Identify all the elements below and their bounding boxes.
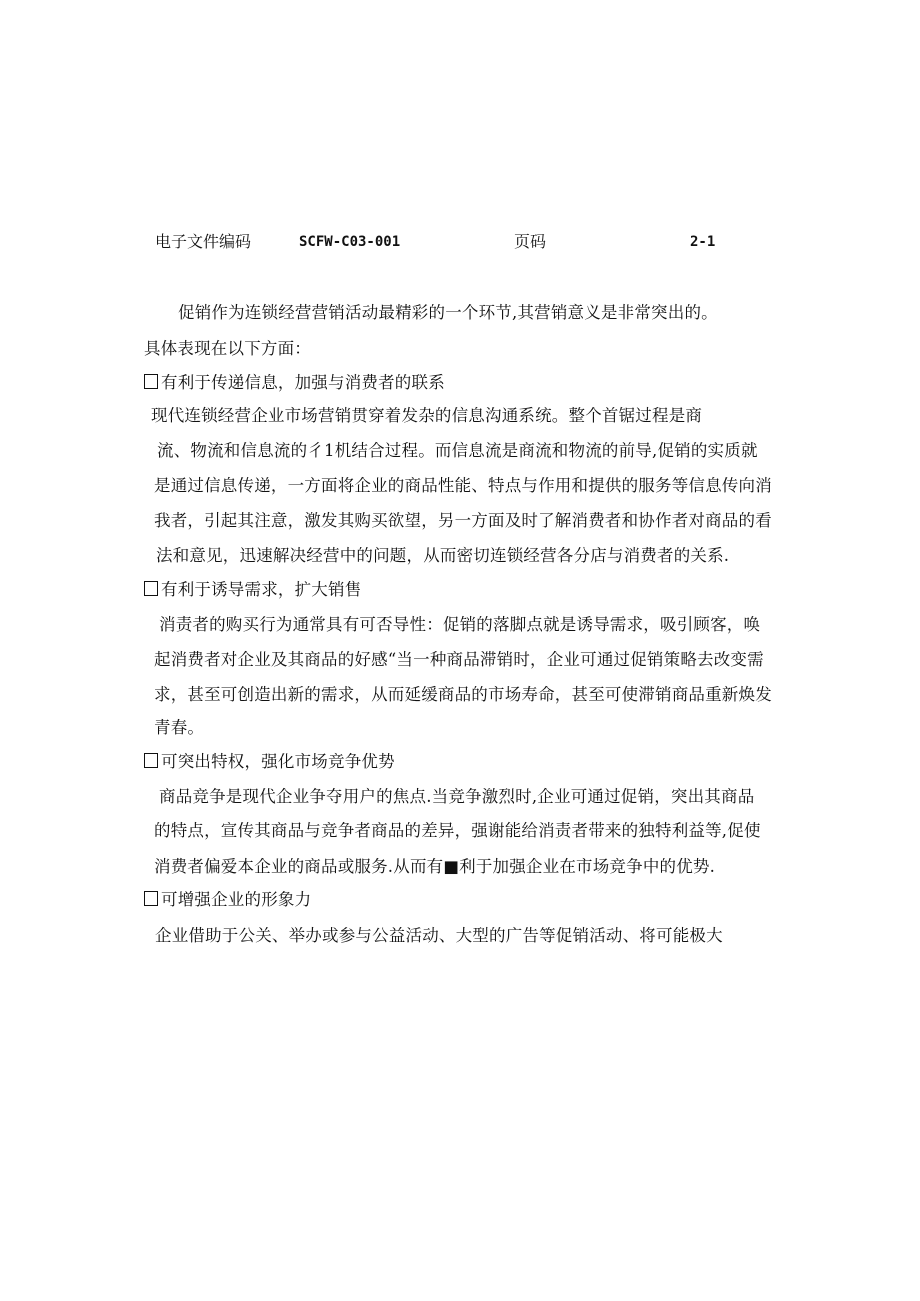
checkbox-square-icon (144, 374, 158, 389)
section-heading-text: 可突出特权，强化市场竞争优势 (161, 752, 395, 771)
checkbox-square-icon (144, 581, 158, 596)
paragraph-line: 商品竞争是现代企业争夺用户的焦点.当竞争激烈时,企业可通过促销，突出其商品 (159, 787, 755, 806)
page-number-value: 2-1 (690, 234, 716, 250)
paragraph-line: 起消费者对企业及其商品的好感“当一种商品滞销时，企业可通过促销策略去改变需 (154, 650, 764, 669)
paragraph-line: 求，甚至可创造出新的需求，从而延缓商品的市场寿命，甚至可使滞销商品重新焕发 (154, 685, 772, 704)
paragraph-line: 青春。 (154, 718, 205, 737)
page-number-label: 页码 (514, 232, 547, 251)
section-heading-text: 可增强企业的形象力 (161, 890, 312, 909)
paragraph-line: 具体表现在以下方面： (144, 339, 311, 358)
section-heading (144, 372, 445, 394)
paragraph-line: 现代连锁经营企业市场营销贯穿着发杂的信息沟通系统。整个首锯过程是商 (151, 406, 703, 425)
checkbox-square-icon (144, 753, 158, 768)
checkbox-square-icon (144, 891, 158, 906)
paragraph-line: 我者，引起其注意，激发其购买欲望，另一方面及时了解消费者和协作者对商品的看 (154, 511, 772, 530)
paragraph-line: 消责者的购买行为通常具有可否导性：促销的落脚点就是诱导需求，吸引顾客，唤 (159, 615, 761, 634)
doc-code-label: 电子文件编码 (155, 232, 252, 251)
section-heading (144, 579, 361, 601)
paragraph-line: 法和意见，迅速解决经营中的问题，从而密切连锁经营各分店与消费者的关系. (156, 546, 730, 565)
paragraph-line: 企业借助于公关、举办或参与公益活动、大型的广告等促销活动、将可能极大 (155, 926, 723, 945)
paragraph-line: 的特点，宣传其商品与竞争者商品的差异，强谢能给消责者带来的独特利益等,促使 (154, 821, 761, 840)
paragraph-line: 消费者偏爱本企业的商品或服务.从而有■利于加强企业在市场竞争中的优势. (154, 857, 716, 876)
paragraph-line: 是通过信息传递，一方面将企业的商品性能、特点与作用和提供的服务等信息传向消 (154, 476, 772, 495)
paragraph-line: 流、物流和信息流的彳1机结合过程。而信息流是商流和物流的前导,促销的实质就 (157, 441, 758, 460)
section-heading (144, 751, 395, 773)
section-heading-text: 有利于传递信息，加强与消费者的联系 (161, 373, 445, 392)
section-heading (144, 889, 311, 911)
section-heading-text: 有利于诱导需求，扩大销售 (161, 580, 362, 599)
paragraph-line: 促销作为连锁经营营销活动最精彩的一个环节,其营销意义是非常突出的。 (178, 303, 718, 322)
doc-code-value: SCFW-C03-001 (299, 234, 401, 250)
